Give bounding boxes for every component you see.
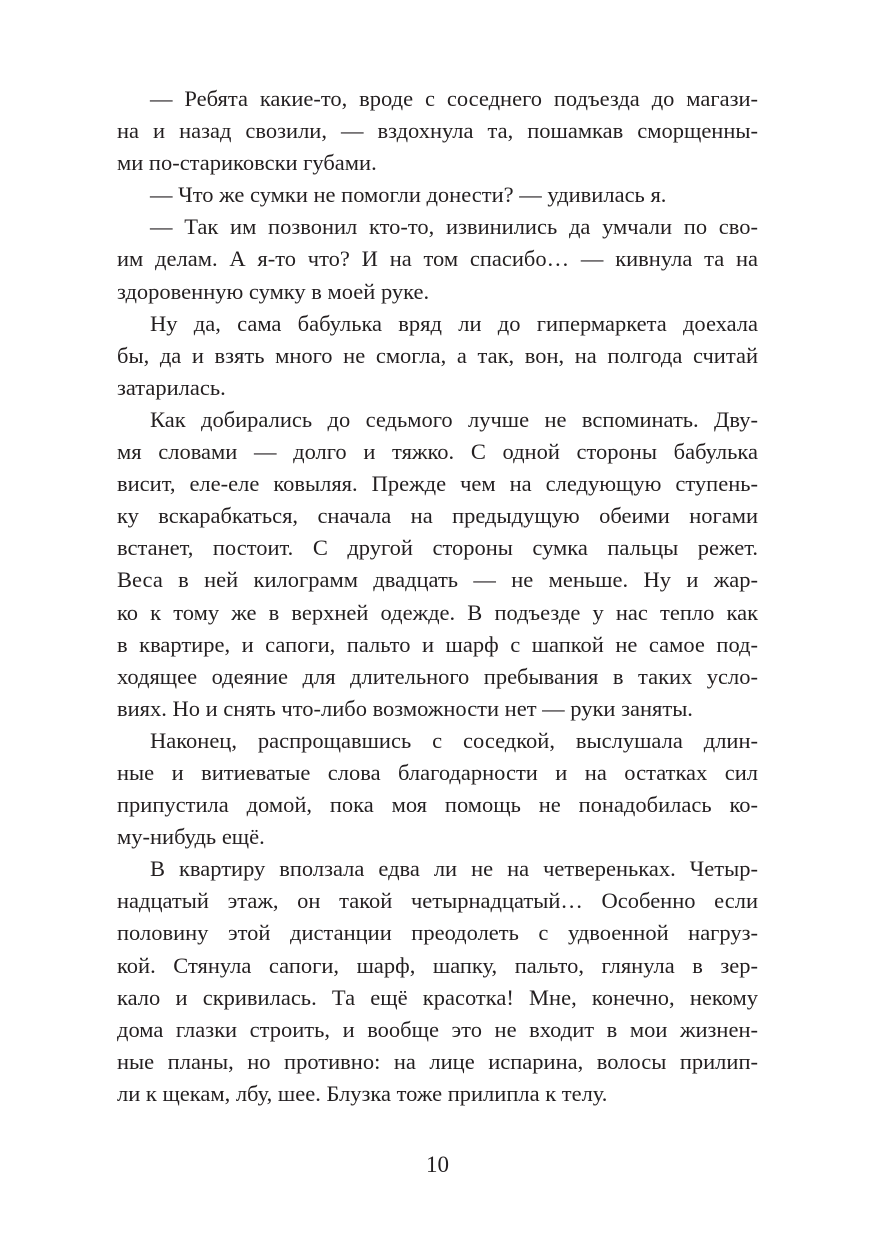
text-line: ли к щекам, лбу, шее. Блузка тоже прилипла к телу. [117,1080,608,1106]
paragraph [117,83,758,179]
text-line: дома глазки строить, и вообще это не входит в мои жизнен- [117,1016,758,1042]
page-number: 10 [426,1152,449,1177]
text-line: встанет, постоит. С другой стороны сумка пальцы режет. [117,535,758,561]
text-line: — Что же сумки не помогли донести? — удивилась я. [150,182,667,208]
text-line: затарилась. [117,374,226,400]
text-line: им делам. А я-то что? И на том спасибо… — кивнула та на [117,246,758,272]
body-text [117,83,758,1110]
text-line: Как добирались до седьмого лучше не вспоминать. Дву- [150,406,758,432]
text-line: Веса в ней килограмм двадцать — не меньше. Ну и жар- [117,567,758,593]
text-line: — Так им позвонил кто-то, извинились да умчали по сво- [150,214,758,240]
paragraph [117,725,758,853]
text-line: ные и витиеватые слова благодарности и на остатках сил [117,759,758,785]
text-line: мя словами — долго и тяжко. С одной стороны бабулька [117,439,758,465]
paragraph [117,308,758,404]
paragraph [117,211,758,307]
text-line: му-нибудь ещё. [117,824,265,850]
text-line: на и назад свозили, — вздохнула та, пошамкав сморщенны- [117,118,758,144]
text-line: припустила домой, пока моя помощь не понадобилась ко- [117,792,758,818]
text-line: ку вскарабкаться, сначала на предыдущую обеими ногами [117,503,758,529]
text-line: ко к тому же в верхней одежде. В подъезде у нас тепло как [117,599,758,625]
text-line: ходящее одеяние для длительного пребывания в таких усло- [117,663,758,689]
text-line: Ну да, сама бабулька вряд ли до гипермаркета доехала [150,310,758,336]
text-line: кой. Стянула сапоги, шарф, шапку, пальто, глянула в зер- [117,952,758,978]
text-line: Наконец, распрощавшись с соседкой, выслушала длин- [150,727,758,753]
text-line: ми по-стариковски губами. [117,150,377,176]
text-line: висит, еле-еле ковыляя. Прежде чем на следующую ступень- [117,471,758,497]
paragraph [117,179,758,211]
text-line: в квартире, и сапоги, пальто и шарф с шапкой не самое под- [117,631,758,657]
text-line: — Ребята какие-то, вроде с соседнего подъезда до магази- [150,86,758,111]
text-line: В квартиру вползала едва ли не на четвереньках. Четыр- [150,856,758,882]
text-line: ные планы, но противно: на лице испарина, волосы прилип- [117,1048,758,1074]
text-line: половину этой дистанции преодолеть с удвоенной нагруз- [117,920,758,946]
text-line: бы, да и взять много не смогла, а так, вон, на полгода считай [117,342,758,368]
text-line: надцатый этаж, он такой четырнадцатый… Особенно если [117,888,758,914]
text-line: кало и скривилась. Та ещё красотка! Мне, конечно, некому [117,984,758,1010]
text-line: виях. Но и снять что-либо возможности нет — руки заняты. [117,695,693,721]
text-line: здоровенную сумку в моей руке. [117,278,430,304]
paragraph [117,853,758,1110]
paragraph [117,404,758,725]
